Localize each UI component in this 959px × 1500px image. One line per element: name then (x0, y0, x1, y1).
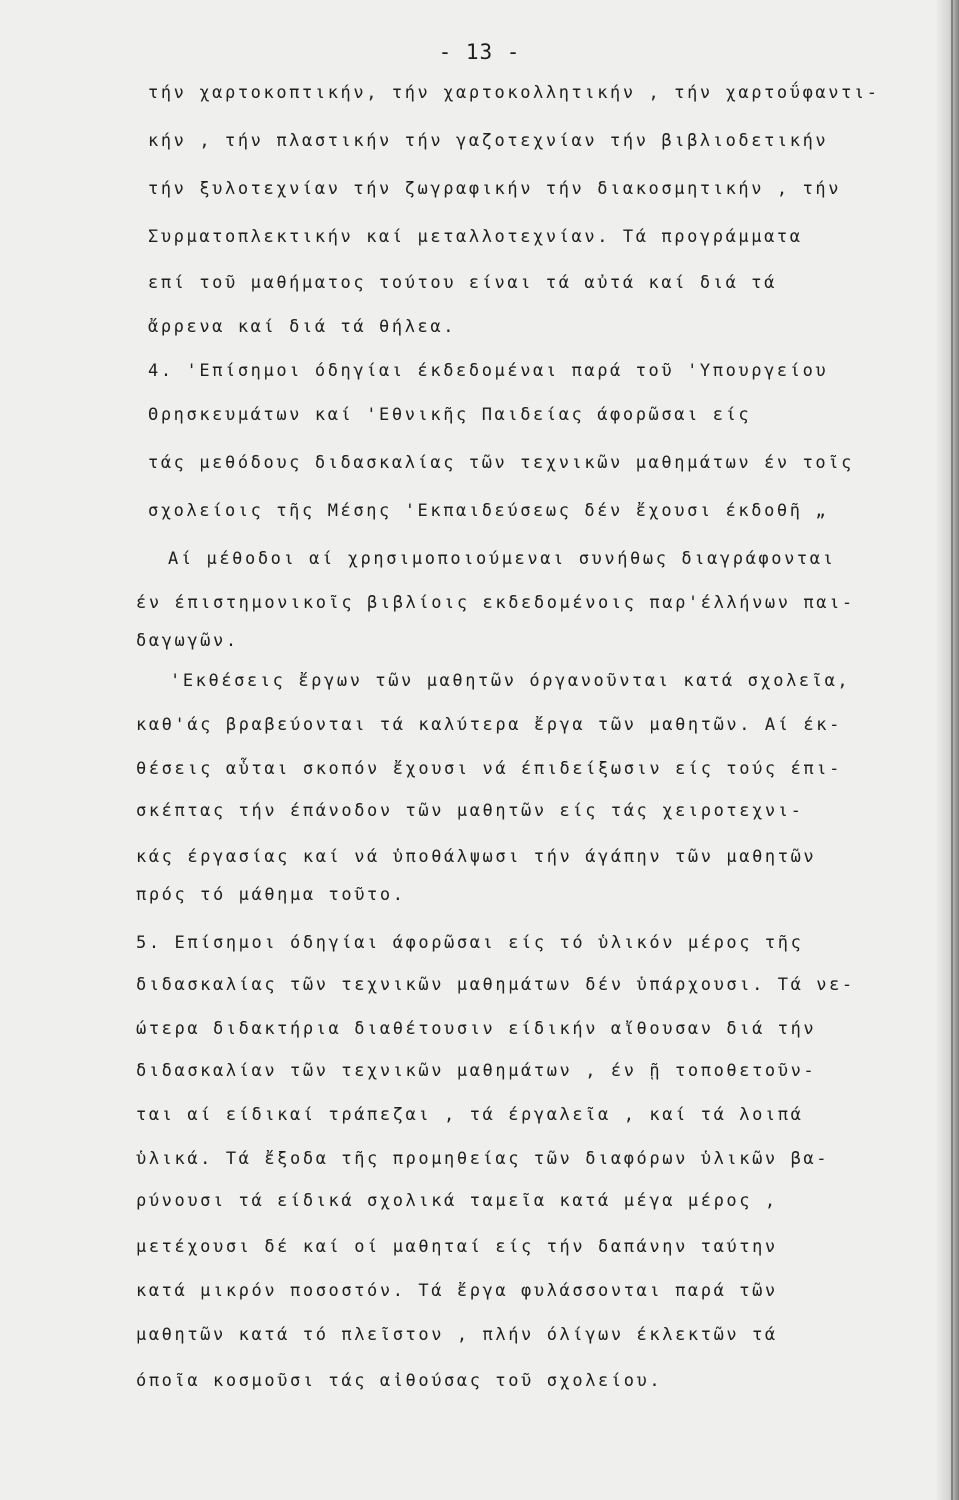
text-line: Αί μέθοδοι αί χρησιμοποιούμεναι συνήθως διαγράφονται (168, 549, 836, 569)
page-edge-shadow (935, 0, 959, 1500)
text-line: 5. Επίσημοι όδηγίαι άφορῶσαι είς τό ὑλικόν μέρος τῆς (136, 933, 804, 953)
text-line: Θρησκευμάτων καί 'Εθνικῆς Παιδείας άφορῶσαι είς (148, 405, 752, 425)
text-line: ὑλικά. Τά ἔξοδα τῆς προμηθείας τῶν διαφόρων ὑλικῶν βα- (136, 1149, 830, 1169)
text-line: τήν ξυλοτεχνίαν τήν ζωγραφικήν τήν διακοσμητικήν , τήν (148, 179, 842, 199)
text-line: ώτερα διδακτήρια διαθέτουσιν είδικήν αἴθουσαν διά τήν (136, 1019, 817, 1039)
text-line: 4. 'Επίσημοι όδηγίαι έκδεδομέναι παρά τοῦ 'Υπουργείου (148, 361, 829, 381)
text-line: θέσεις αὗται σκοπόν ἔχουσι νά έπιδείξωσιν είς τούς έπι- (136, 759, 842, 779)
text-line: ται αί είδικαί τράπεζαι , τά έργαλεῖα , καί τά λοιπά (136, 1105, 804, 1125)
text-line: τάς μεθόδους διδασκαλίας τῶν τεχνικῶν μαθημάτων έν τοῖς (148, 453, 854, 473)
text-line: δαγωγῶν. (136, 631, 239, 651)
text-line: κάς έργασίας καί νά ὑποθάλψωσι τήν άγάπην τῶν μαθητῶν (136, 847, 817, 867)
text-line: Συρματοπλεκτικήν καί μεταλλοτεχνίαν. Τά προγράμματα (148, 227, 803, 247)
text-line: επί τοῦ μαθήματος τούτου είναι τά αὐτά καί διά τά (148, 273, 777, 293)
text-line: ρύνουσι τά είδικά σχολικά ταμεῖα κατά μέγα μέρος , (136, 1191, 778, 1211)
text-line: μαθητῶν κατά τό πλεῖστον , πλήν όλίγων έκλεκτῶν τά (136, 1325, 778, 1345)
text-line: διδασκαλίαν τῶν τεχνικῶν μαθημάτων , έν ῇ τοποθετοῦν- (136, 1061, 817, 1081)
page-number: - 13 - (438, 40, 521, 64)
text-line: έν έπιστημονικοῖς βιβλίοις εκδεδομένοις παρ'έλλήνων παι- (136, 593, 855, 613)
text-line: πρός τό μάθημα τοῦτο. (136, 885, 406, 905)
text-line: διδασκαλίας τῶν τεχνικῶν μαθημάτων δέν ὑπάρχουσι. Τά νε- (136, 975, 855, 995)
text-line: καθ'άς βραβεύονται τά καλύτερα ἔργα τῶν μαθητῶν. Αί έκ- (136, 715, 842, 735)
text-line: ἄρρενα καί διά τά θήλεα. (148, 317, 457, 337)
text-line: σχολείοις τῆς Μέσης 'Εκπαιδεύσεως δέν ἔχουσι έκδοθῆ „ (148, 501, 829, 521)
text-line: τήν χαρτοκοπτικήν, τήν χαρτοκολλητικήν , τήν χαρτοΰφαντι- (148, 83, 880, 103)
text-line: σκέπτας τήν έπάνοδον τῶν μαθητῶν είς τάς χειροτεχνι- (136, 801, 804, 821)
text-line: όποῖα κοσμοῦσι τάς αἰθούσας τοῦ σχολείου. (136, 1371, 663, 1391)
text-line: μετέχουσι δέ καί οί μαθηταί είς τήν δαπάνην ταύτην (136, 1237, 778, 1257)
text-line: κατά μικρόν ποσοστόν. Τά ἔργα φυλάσσονται παρά τῶν (136, 1281, 778, 1301)
page-edge-line (951, 0, 953, 1500)
text-line: κήν , τήν πλαστικήν τήν γαζοτεχνίαν τήν βιβλιοδετικήν (148, 131, 829, 151)
text-line: 'Εκθέσεις ἔργων τῶν μαθητῶν όργανοῦνται κατά σχολεῖα, (170, 671, 851, 691)
